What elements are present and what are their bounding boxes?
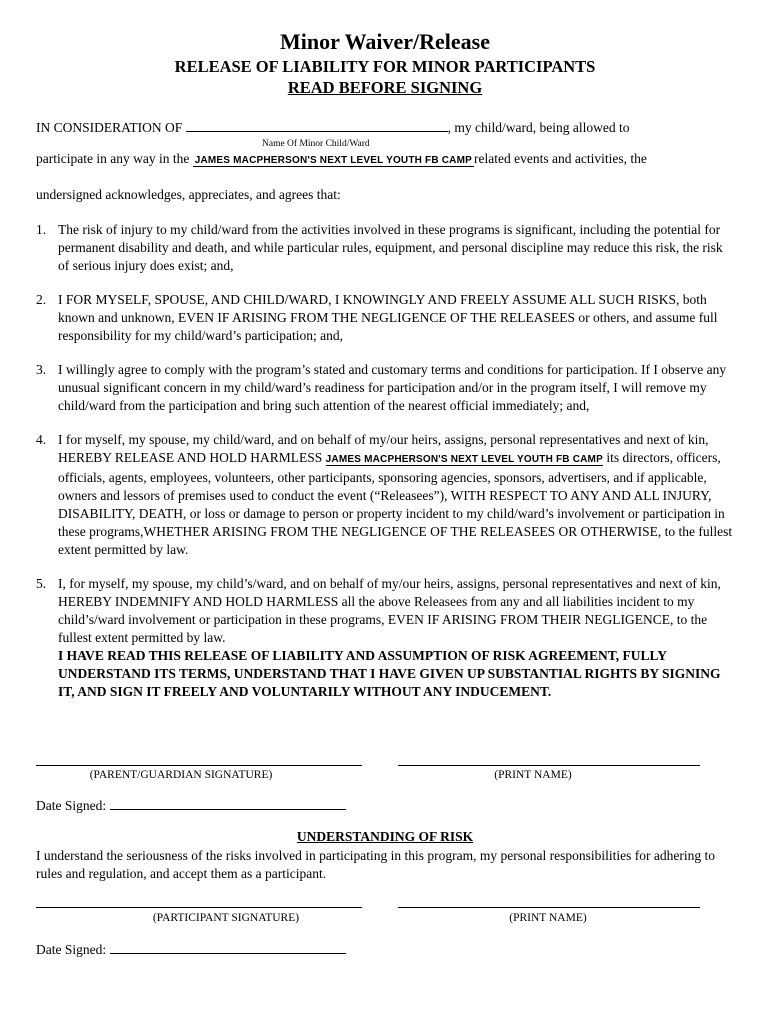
parent-signature-caption: (PARENT/GUARDIAN SIGNATURE) bbox=[89, 769, 273, 781]
item-text: I FOR MYSELF, SPOUSE, AND CHILD/WARD, I KNOWINGLY AND FREELY ASSUME ALL SUCH RISKS, both known and unknown, EVEN IF ARISING FROM THE NEGLIGENCE OF THE RELEASEES or others, and assume full responsibility for my child/ward’s participation; and, bbox=[58, 292, 718, 343]
list-item bbox=[36, 575, 736, 701]
item-number: 1. bbox=[36, 222, 47, 237]
date-signed-row-1 bbox=[36, 797, 346, 815]
item-number: 5. bbox=[36, 576, 47, 591]
intro-line2-end: related events and activities, the bbox=[474, 151, 647, 166]
acknowledgement-statement: I HAVE READ THIS RELEASE OF LIABILITY AND ASSUMPTION OF RISK AGREEMENT, FULLY UNDERSTAND ITS TERMS, UNDERSTAND THAT I HAVE GIVEN UP SUBSTANTIAL RIGHTS BY SIGNING IT, AND SIGN IT FREELY AND VOLUNTARILY WITHOUT ANY INDUCEMENT. bbox=[58, 648, 721, 699]
camp-name-field[interactable]: JAMES MACPHERSON'S NEXT LEVEL YOUTH FB CAMP bbox=[194, 155, 473, 166]
item-text: I willingly agree to comply with the program’s stated and customary terms and conditions for participation. If I observe any unusual significant concern in my child/ward’s readiness for participation and/or in the program itself, I will remove my child/ward from the participation and bring such attention of the nearest official immediately; and, bbox=[58, 362, 727, 413]
parent-print-name-caption: (PRINT NAME) bbox=[494, 769, 572, 781]
participant-signature-caption: (PARTICIPANT SIGNATURE) bbox=[152, 912, 300, 924]
list-item bbox=[36, 221, 736, 275]
item-number: 3. bbox=[36, 362, 47, 377]
intro-line1-start: IN CONSIDERATION OF bbox=[36, 120, 183, 135]
intro-line2-start: participate in any way in the bbox=[36, 151, 190, 166]
item-number: 2. bbox=[36, 292, 47, 307]
participant-signature-field[interactable] bbox=[36, 907, 362, 908]
minor-name-field[interactable] bbox=[186, 119, 448, 132]
date-signed-field-2[interactable] bbox=[110, 941, 346, 954]
date-signed-label: Date Signed: bbox=[36, 798, 107, 813]
participant-print-name-caption: (PRINT NAME) bbox=[509, 912, 587, 924]
intro-line-2 bbox=[36, 150, 647, 170]
intro-line-1 bbox=[36, 119, 629, 137]
understanding-heading: UNDERSTANDING OF RISK bbox=[296, 829, 474, 844]
item-text: The risk of injury to my child/ward from the activities involved in these programs is significant, including the potential for permanent disability and death, and while particular rules, equipment, and personal discipline may reduce this risk, the risk of serious injury does exist; and, bbox=[58, 222, 723, 273]
intro-line1-end: , my child/ward, being allowed to bbox=[447, 120, 630, 135]
camp-name-field-2[interactable]: JAMES MACPHERSON'S NEXT LEVEL YOUTH FB CAMP bbox=[325, 454, 603, 465]
item-text-a: I for myself, my spouse, my child/ward, and on behalf of my/our heirs, assigns, personal representatives and next of kin, HEREBY RELEASE AND HOLD HARMLESS bbox=[58, 432, 709, 465]
participant-print-name-field[interactable] bbox=[398, 907, 700, 908]
item-text-b: its directors, officers, officials, agents, employees, volunteers, other participants, sponsoring agencies, sponsors, advertisers, and if applicable, owners and lessors of premises used to conduct the event (“Releasees”), WITH RESPECT TO ANY AND ALL INJURY, DISABILITY, DEATH, or loss or damage to person or property incident to my child/ward’s involvement or participation in these programs,WHETHER ARISING FROM THE NEGLIGENCE OF THE RELEASEES OR OTHERWISE, to the fullest extent permitted by law. bbox=[58, 450, 733, 557]
list-item bbox=[36, 431, 736, 559]
document-title: Minor Waiver/Release bbox=[280, 29, 490, 54]
document-subtitle: RELEASE OF LIABILITY FOR MINOR PARTICIPANTS bbox=[174, 57, 596, 76]
list-item bbox=[36, 291, 736, 345]
list-item bbox=[36, 361, 736, 415]
item-number: 4. bbox=[36, 432, 47, 447]
minor-name-caption: Name Of Minor Child/Ward bbox=[262, 139, 370, 149]
terms-list bbox=[36, 221, 736, 701]
date-signed-row-2 bbox=[36, 941, 346, 959]
date-signed-field-1[interactable] bbox=[110, 797, 346, 810]
read-before-signing-heading: READ BEFORE SIGNING bbox=[287, 78, 483, 97]
intro-line-3: undersigned acknowledges, appreciates, and agrees that: bbox=[36, 187, 341, 202]
date-signed-label: Date Signed: bbox=[36, 942, 107, 957]
understanding-text: I understand the seriousness of the risks involved in participating in this program, my personal responsibilities for adhering to rules and regulation, and accept them as a participant. bbox=[36, 848, 715, 881]
item-text: I, for myself, my spouse, my child’s/ward, and on behalf of my/our heirs, assigns, personal representatives and next of kin, HEREBY INDEMNIFY AND HOLD HARMLESS all the above Releasees from any and all liabilities incident to my child’s/ward involvement or participation in these programs, EVEN IF ARISING FROM THEIR NEGLIGENCE, to the fullest extent permitted by law. bbox=[58, 576, 721, 645]
